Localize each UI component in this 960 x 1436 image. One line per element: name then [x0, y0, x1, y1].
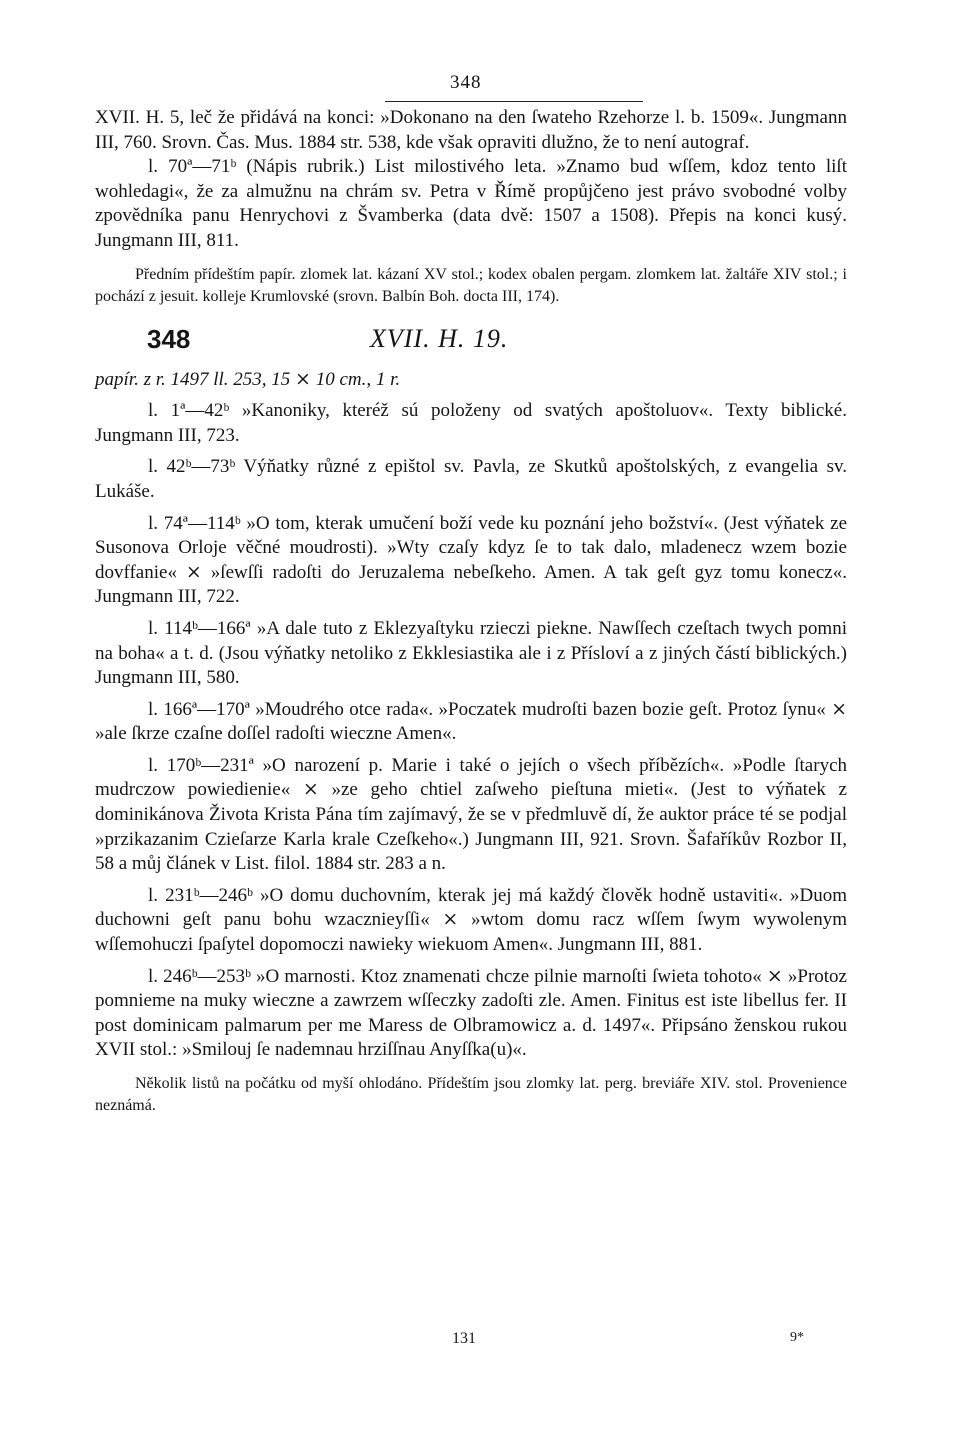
entry-paragraph: l. 1ª—42ᵇ »Kanoniky, kteréž sú položeny od svatých apoštoluov«. Texty biblické. Jungmann III, 723.	[95, 400, 847, 446]
page-body	[95, 72, 847, 1117]
header-rule	[385, 101, 643, 102]
page-header	[95, 72, 847, 106]
entry-paragraph: l. 166ª—170ª »Moudrého otce rada«. »Poczatek mudroſti bazen bozie geſt. Protoz ſynu« ⨯ »ale ſkrze czaſne doſſel radoſti wieczne Amen«.	[95, 698, 847, 745]
entry-paragraph: l. 231ᵇ—246ᵇ »O domu duchovním, kterak jej má každý člověk hodně ustaviti«. »Duom duchowni geſt panu bohu wzacznieyſſi« ⨯ »wtom domu racz wſſem ſwym wywolenym wſſemohuczi ſpaſytel dopomoczi nawieky wiekuom Amen«. Jungmann III, 881.	[95, 884, 847, 956]
sheet-number: 131	[452, 1330, 476, 1347]
paragraph-continuation: XVII. H. 5, leč že přidává na konci: »Dokonano na den ſwateho Rzehorze l. b. 1509«. Jungmann III, 760. Srovn. Čas. Mus. 1884 str. 538, kde však opraviti dlužno, že to není autograf.	[95, 107, 847, 153]
binding-note: Předním přídeštím papír. zlomek lat. kázaní XV stol.; kodex obalen pergam. zlomkem lat. žaltáře XIV stol.; i pochází z jesuit. kolleje Krumlovské (srovn. Balbín Boh. docta III, 174).	[95, 265, 847, 305]
page-number: 348	[450, 72, 482, 93]
paragraph-list-milostiveho: l. 70ª—71ᵇ (Nápis rubrik.) List milostivého leta. »Znamo bud wſſem, kdoz tento liſt wohledagi«, že za almužnu na chrám sv. Petra v Římě propůjčeno jest právo svobodné volby zpovědníka panu Henrychovi z Švamberka (data dvě: 1507 a 1508). Přepis na konci kusý. Jungmann III, 811.	[95, 156, 847, 251]
entry-paragraph: l. 42ᵇ—73ᵇ Výňatky různé z epištol sv. Pavla, ze Skutků apoštolských, z evangelia sv. Lukáše.	[95, 456, 847, 502]
entry-paragraph: l. 246ᵇ—253ᵇ »O marnosti. Ktoz znamenati chcze pilnie marnoſti ſwieta tohoto« ⨯ »Protoz pomnieme na muky wieczne a zawrzem wſſeczky zadoſti zle. Amen. Finitus est iste libellus fer. II post dominicam palmarum per me Maress de Olbramowicz a. d. 1497«. Připsáno ženskou rukou XVII stol.: »Smilouj ſe nademnau hrziſſnau Anyſſka(u)«.	[95, 965, 847, 1061]
entry-paragraph: l. 74ª—114ᵇ »O tom, kterak umučení boží vede ku poznání jeho božství«. (Jest výňatek ze Susonova Orloje věčné moudrosti). »Wty czaſy kdyz ſe to tak dalo, mladenecz wzem bozie dovffanie« ⨯ »ſewſſi radoſti do Jeruzalema nebeſkeho. Amen. A tak geſt gyz tomu konecz«. Jungmann III, 722.	[95, 512, 847, 608]
signature-mark: 9*	[790, 1330, 804, 1345]
entry-paragraph: l. 170ᵇ—231ª »O narození p. Marie i také o jejích o všech příbězích«. »Podle ſtarych mudrczow powiedienie« ⨯ »ze geho chtiel zaſweho pieſtuna mieti«. (Jest to výňatek z dominikánova Života Krista Pána tím zajímavý, že se v předmluvě dí, že auktor práce té se podjal »przikazanim Czieſarze Karla krale Czeſkeho«.) Jungmann III, 921. Srovn. Šafaříkův Rozbor II, 58 a můj článek v List. filol. 1884 str. 283 a n.	[95, 754, 847, 875]
entry-meta: papír. z r. 1497 ll. 253, 15 ⨯ 10 cm., 1 r.	[95, 368, 401, 390]
entry-number: 348	[147, 323, 191, 354]
entry-heading	[95, 322, 847, 368]
entry-signature: XVII. H. 19.	[370, 323, 509, 353]
entry-note: Několik listů na počátku od myší ohlodáno. Přídeštím jsou zlomky lat. perg. breviáře XIV. stol. Provenience neznámá.	[95, 1075, 847, 1114]
entry-paragraph: l. 114ᵇ—166ª »A dale tuto z Eklezyaſtyku rzieczi piekne. Nawſſech czeſtach twych pomni na boha« a t. d. (Jsou výňatky netoliko z Ekklesiastika ale i z Přísloví a z jiných částí biblických.) Jungmann III, 580.	[95, 617, 847, 689]
